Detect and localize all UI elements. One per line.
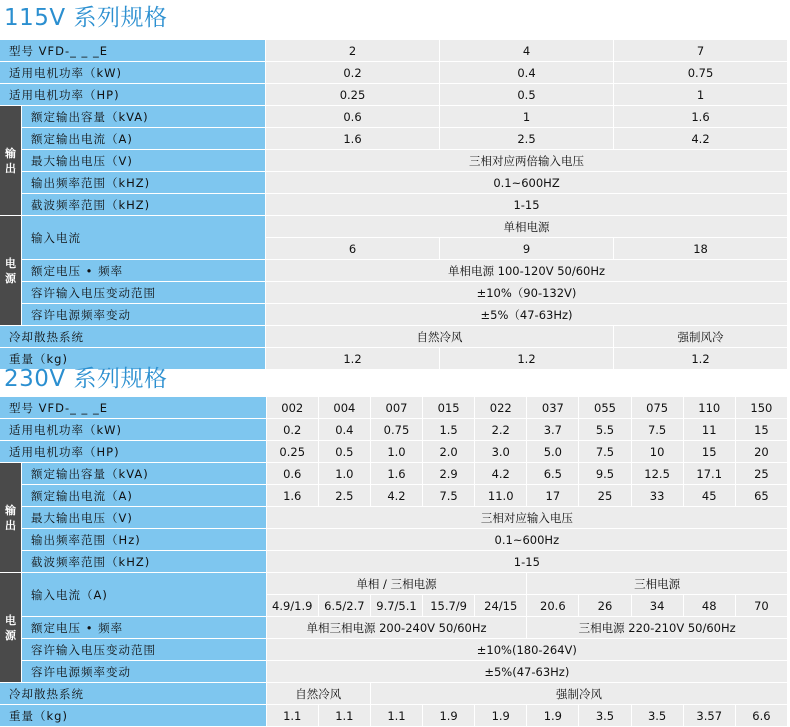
cell: 150: [736, 397, 788, 419]
table-row: [0, 150, 788, 172]
cell: 0.2: [266, 62, 440, 84]
row-label-hp: 适用电机功率（HP): [0, 441, 267, 463]
cell: 1.1: [267, 705, 319, 727]
table-row: [0, 106, 788, 128]
cell: 强制冷风: [371, 683, 788, 705]
group-label-power: 电 源: [0, 573, 22, 683]
cell: 25: [736, 463, 788, 485]
cell: 007: [371, 397, 423, 419]
row-label-voltage-freq: 额定电压 • 频率: [22, 260, 266, 282]
cell: 1.1: [371, 705, 423, 727]
cell: 15.7/9: [423, 595, 475, 617]
cell: 20: [736, 441, 788, 463]
row-label-weight: 重量（kg): [0, 705, 267, 727]
cell: 3.0: [475, 441, 527, 463]
cell: 1: [440, 106, 614, 128]
cell: 34: [632, 595, 684, 617]
table-row: [0, 128, 788, 150]
cell: 三相电源: [527, 573, 788, 595]
cell: 7: [614, 40, 788, 62]
cell: 0.5: [319, 441, 371, 463]
cell: 2.0: [423, 441, 475, 463]
row-label-voltage-tolerance: 容许输入电压变动范围: [22, 282, 266, 304]
row-label-input-current: 输入电流（A): [22, 573, 267, 617]
cell: 0.4: [319, 419, 371, 441]
cell: 1.5: [423, 419, 475, 441]
cell: 1-15: [267, 551, 788, 573]
title-230v: 230V 系列规格: [4, 366, 168, 392]
table-row: [0, 661, 788, 683]
cell: 075: [632, 397, 684, 419]
cell: 1: [614, 84, 788, 106]
row-label-voltage-tolerance: 容许输入电压变动范围: [22, 639, 267, 661]
row-label-hp: 适用电机功率（HP): [0, 84, 266, 106]
cell: 单相电源 100-120V 50/60Hz: [266, 260, 788, 282]
cell: 9: [440, 238, 614, 260]
cell: 015: [423, 397, 475, 419]
cell: 7.5: [579, 441, 631, 463]
cell: 1.9: [527, 705, 579, 727]
cell: 10: [632, 441, 684, 463]
cell: 9.7/5.1: [371, 595, 423, 617]
table-row: [0, 260, 788, 282]
cell: 004: [319, 397, 371, 419]
cell: 1.2: [266, 348, 440, 370]
cell: 33: [632, 485, 684, 507]
cell: 4.2: [614, 128, 788, 150]
cell: 单相三相电源 200-240V 50/60Hz: [267, 617, 528, 639]
cell: 7.5: [423, 485, 475, 507]
cell: 单相电源: [266, 216, 788, 238]
cell: ±10%（90-132V): [266, 282, 788, 304]
table-row: [0, 573, 788, 595]
table-row: [0, 216, 788, 238]
cell: 6: [266, 238, 440, 260]
cell: 1-15: [266, 194, 788, 216]
table-row: [0, 507, 788, 529]
cell: 2.5: [319, 485, 371, 507]
cell: 4.2: [475, 463, 527, 485]
row-label-voltage-freq: 额定电压 • 频率: [22, 617, 267, 639]
cell: 三相对应两倍输入电压: [266, 150, 788, 172]
cell: 48: [684, 595, 736, 617]
table-row: [0, 84, 788, 106]
title-115v: 115V 系列规格: [4, 5, 168, 31]
table-row: [0, 683, 788, 705]
cell: 15: [684, 441, 736, 463]
cell: 5.5: [579, 419, 631, 441]
cell: 45: [684, 485, 736, 507]
cell: 0.1~600Hz: [267, 529, 788, 551]
cell: 4: [440, 40, 614, 62]
cell: ±5%（47-63Hz): [266, 304, 788, 326]
row-label-kw: 适用电机功率（kW): [0, 419, 267, 441]
table-row: [0, 705, 788, 727]
cell: 7.5: [632, 419, 684, 441]
table-row: [0, 194, 788, 216]
cell: 0.25: [267, 441, 319, 463]
spec-table-115v: [0, 40, 788, 370]
row-label-vmax: 最大输出电压（V): [22, 150, 266, 172]
row-label-carrier: 截波频率范围（kHZ): [22, 194, 266, 216]
row-label-weight: 重量（kg): [0, 348, 266, 370]
cell: 三相电源 220-210V 50/60Hz: [527, 617, 788, 639]
cell: 022: [475, 397, 527, 419]
spec-table-230v: [0, 397, 788, 727]
row-label-cooling: 冷却散热系统: [0, 326, 266, 348]
cell: 1.2: [614, 348, 788, 370]
group-label-power: 电 源: [0, 216, 22, 326]
cell: 12.5: [632, 463, 684, 485]
cell: 17.1: [684, 463, 736, 485]
row-label-model: 型号 VFD-_ _ _E: [0, 397, 267, 419]
cell: 6.5/2.7: [319, 595, 371, 617]
cell: 70: [736, 595, 788, 617]
table-row: [0, 397, 788, 419]
cell: 17: [527, 485, 579, 507]
cell: 65: [736, 485, 788, 507]
cell: 3.57: [684, 705, 736, 727]
cell: 0.6: [266, 106, 440, 128]
table-row: [0, 639, 788, 661]
row-label-amp: 额定输出电流（A): [22, 485, 267, 507]
cell: 15: [736, 419, 788, 441]
cell: 055: [579, 397, 631, 419]
cell: 037: [527, 397, 579, 419]
row-label-amp: 额定输出电流（A): [22, 128, 266, 150]
cell: 0.75: [371, 419, 423, 441]
cell: 0.2: [267, 419, 319, 441]
table-row: [0, 40, 788, 62]
row-label-kva: 额定输出容量（kVA): [22, 106, 266, 128]
cell: 自然冷风: [266, 326, 614, 348]
cell: 1.0: [371, 441, 423, 463]
cell: 单相 / 三相电源: [267, 573, 528, 595]
cell: 110: [684, 397, 736, 419]
cell: 0.1~600HZ: [266, 172, 788, 194]
cell: 20.6: [527, 595, 579, 617]
cell: 2.2: [475, 419, 527, 441]
cell: 4.9/1.9: [267, 595, 319, 617]
table-row: [0, 463, 788, 485]
cell: 4.2: [371, 485, 423, 507]
cell: ±5%(47-63Hz): [267, 661, 788, 683]
group-label-output: 输 出: [0, 106, 22, 216]
cell: 11: [684, 419, 736, 441]
row-label-kw: 适用电机功率（kW): [0, 62, 266, 84]
cell: 0.5: [440, 84, 614, 106]
cell: 0.6: [267, 463, 319, 485]
cell: 3.5: [579, 705, 631, 727]
cell: 0.25: [266, 84, 440, 106]
row-label-vmax: 最大输出电压（V): [22, 507, 267, 529]
cell: 6.5: [527, 463, 579, 485]
table-row: [0, 485, 788, 507]
table-row: [0, 441, 788, 463]
cell: 1.0: [319, 463, 371, 485]
table-row: [0, 282, 788, 304]
cell: ±10%(180-264V): [267, 639, 788, 661]
table-row: [0, 172, 788, 194]
row-label-input-current: 输入电流: [22, 216, 266, 260]
cell: 11.0: [475, 485, 527, 507]
row-label-model: 型号 VFD-_ _ _E: [0, 40, 266, 62]
table-row: [0, 326, 788, 348]
cell: 5.0: [527, 441, 579, 463]
row-label-kva: 额定输出容量（kVA): [22, 463, 267, 485]
cell: 1.6: [266, 128, 440, 150]
cell: 2.5: [440, 128, 614, 150]
row-label-freq-tolerance: 容许电源频率变动: [22, 304, 266, 326]
row-label-freq: 输出频率范围（Hz): [22, 529, 267, 551]
cell: 1.6: [267, 485, 319, 507]
cell: 3.5: [632, 705, 684, 727]
cell: 0.75: [614, 62, 788, 84]
cell: 9.5: [579, 463, 631, 485]
row-label-freq-tolerance: 容许电源频率变动: [22, 661, 267, 683]
cell: 24/15: [475, 595, 527, 617]
row-label-cooling: 冷却散热系统: [0, 683, 267, 705]
table-row: [0, 551, 788, 573]
cell: 3.7: [527, 419, 579, 441]
table-row: [0, 62, 788, 84]
cell: 2: [266, 40, 440, 62]
row-label-carrier: 截波频率范围（kHZ): [22, 551, 267, 573]
table-row: [0, 529, 788, 551]
cell: 25: [579, 485, 631, 507]
cell: 6.6: [736, 705, 788, 727]
cell: 1.2: [440, 348, 614, 370]
cell: 1.9: [475, 705, 527, 727]
table-row: [0, 617, 788, 639]
cell: 强制风冷: [614, 326, 788, 348]
cell: 2.9: [423, 463, 475, 485]
cell: 002: [267, 397, 319, 419]
group-label-output: 输 出: [0, 463, 22, 573]
table-row: [0, 304, 788, 326]
cell: 三相对应输入电压: [267, 507, 788, 529]
cell: 1.6: [614, 106, 788, 128]
table-row: [0, 419, 788, 441]
cell: 自然冷风: [267, 683, 371, 705]
cell: 1.1: [319, 705, 371, 727]
row-label-freq: 输出频率范围（kHZ): [22, 172, 266, 194]
cell: 0.4: [440, 62, 614, 84]
cell: 1.6: [371, 463, 423, 485]
cell: 18: [614, 238, 788, 260]
cell: 26: [579, 595, 631, 617]
cell: 1.9: [423, 705, 475, 727]
